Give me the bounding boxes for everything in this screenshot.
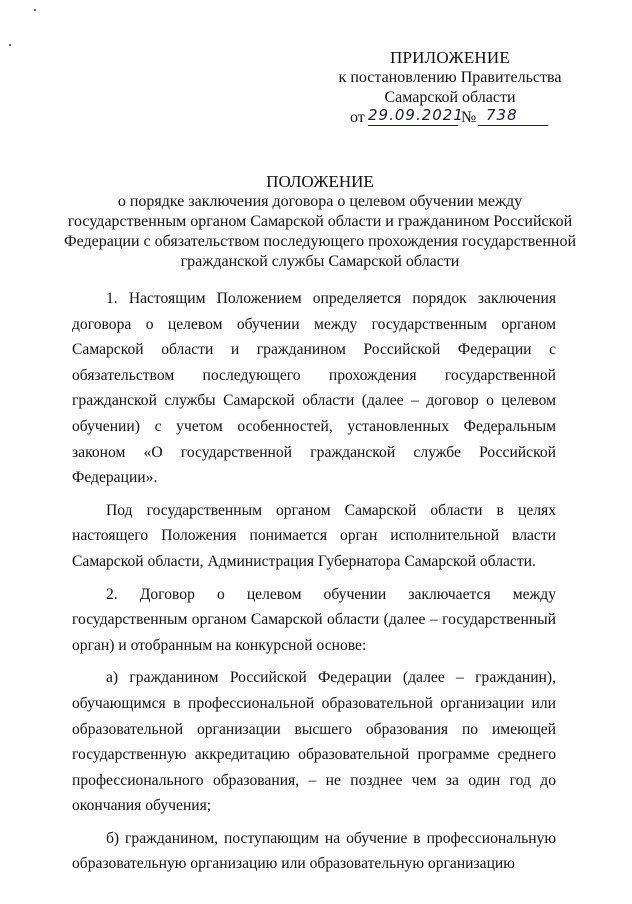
heading-line: о порядке заключения договора о целевом обучении между (117, 193, 523, 210)
paragraph-1: 1. Настоящим Положением определяется порядок заключения договора о целевом обучении между государственным органом Самарской области и гражданином Российской Федерации с обязательством последующего прохождения государственной гражданской службы Самарской области (далее – договор о целевом обучении) с учетом особенностей, установленных Федеральным законом «О государственной гражданской службе Российской Федерации». (72, 290, 556, 487)
appendix-decree-line: к постановлению Правительства (338, 69, 562, 86)
appendix-title: ПРИЛОЖЕНИЕ (390, 48, 510, 67)
date-prefix: от (350, 109, 365, 126)
handwritten-number: 738 (478, 105, 548, 126)
heading-line: гражданской службы Самарской области (180, 253, 460, 270)
paragraph-2a: а) гражданином Российской Федерации (далее – гражданин), обучающимся в профессиональной образовательной организации или образовательной организации высшего образования по имеющей государственную аккредитацию образовательной программе среднего профессионального образования, – не позднее чем за один год до окончания обучения; (72, 669, 556, 815)
heading-line: государственным органом Самарской области и гражданином Российской (67, 213, 573, 230)
paragraph-2: 2. Договор о целевом обучении заключается между государственным органом Самарской области (далее – государственный орган) и отобранным на конкурсной основе: (72, 585, 556, 654)
heading-line: Федерации с обязательством последующего прохождения государственной (63, 233, 577, 250)
document-title: ПОЛОЖЕНИЕ (266, 172, 374, 191)
paragraph-definition: Под государственным органом Самарской области в целях настоящего Положения понимается орган исполнительной власти Самарской области, Администрация Губернатора Самарской области. (72, 501, 556, 570)
handwritten-date: 29.09.2021 (368, 106, 464, 124)
appendix-region-line: Самарской области (384, 89, 516, 106)
appendix-date-line (330, 108, 570, 130)
appendix-header (330, 48, 570, 130)
number-sign: № (461, 109, 477, 126)
document-body (72, 286, 556, 877)
paragraph-2b: б) гражданином, поступающим на обучение в профессиональную образовательную организацию или образовательную организацию (72, 829, 556, 873)
document-heading (40, 172, 600, 272)
scan-speck (9, 44, 11, 46)
scan-speck (34, 9, 36, 11)
